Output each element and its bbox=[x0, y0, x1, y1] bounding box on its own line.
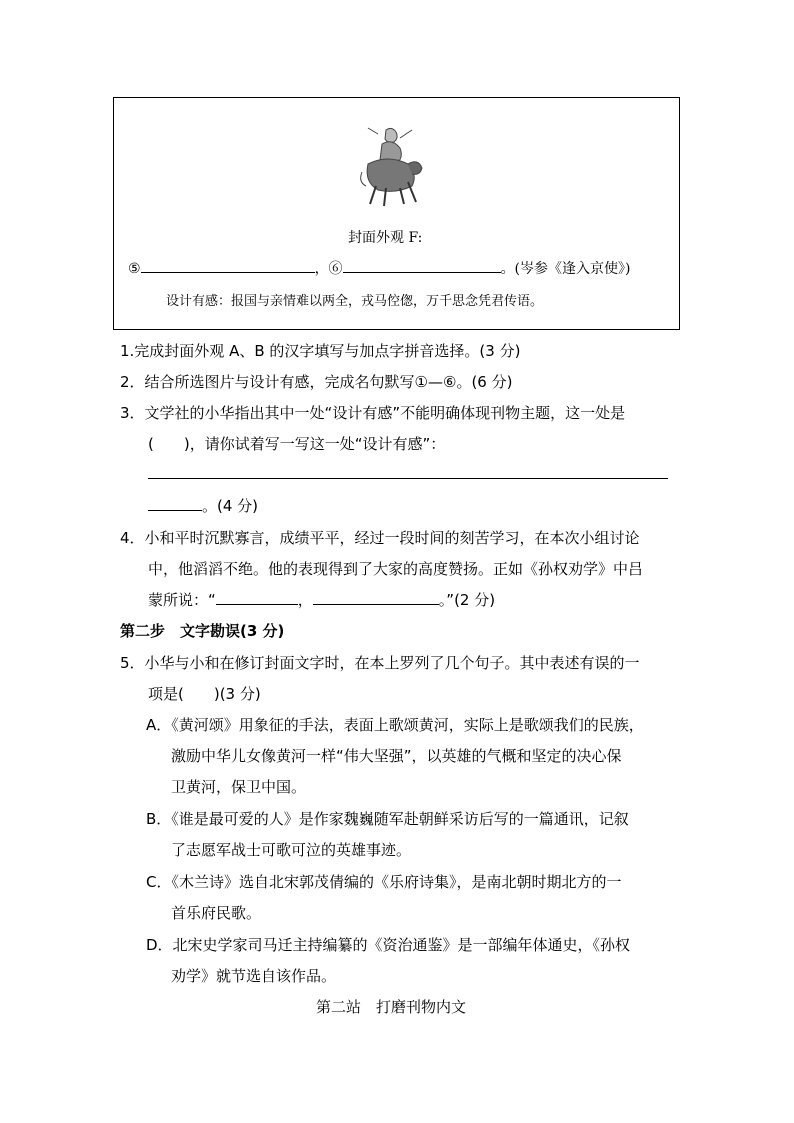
horseman-illustration bbox=[356, 124, 424, 208]
question-5-line2: 项是( )(3 分) bbox=[148, 685, 261, 703]
option-a-line1: A．《黄河颂》用象征的手法，表面上歌颂黄河，实际上是歌颂我们的民族， bbox=[146, 716, 644, 734]
question-4-line2: 中，他滔滔不绝。他的表现得到了大家的高度赞扬。正如《孙权劝学》中吕 bbox=[148, 560, 644, 578]
question-3-answer-line[interactable] bbox=[148, 478, 668, 479]
step-2-heading: 第二步 文字勘误(3 分) bbox=[120, 622, 285, 640]
option-b-line1: B．《谁是最可爱的人》是作家魏巍随军赴朝鲜采访后写的一篇通讯，记叙 bbox=[146, 810, 629, 828]
question-4-line1: 4．小和平时沉默寡言，成绩平平，经过一段时间的刻苦学习，在本次小组讨论 bbox=[120, 529, 640, 547]
option-a-line3: 卫黄河，保卫中国。 bbox=[171, 778, 307, 796]
question-4-blank-b[interactable] bbox=[313, 590, 439, 605]
question-3-end-line bbox=[148, 495, 258, 516]
question-4-comma: ， bbox=[297, 591, 313, 609]
question-4-quote-open: 蒙所说：“ bbox=[148, 591, 216, 609]
station-2-heading: 第二站 打磨刊物内文 bbox=[316, 998, 467, 1016]
question-4-quote-close: 。”(2 分) bbox=[438, 591, 496, 609]
blank-5-label: ⑤ bbox=[128, 261, 141, 277]
question-3-answer-tail[interactable] bbox=[148, 496, 202, 511]
question-3-line2: ( )，请你试着写一写这一处“设计有感”： bbox=[148, 435, 446, 453]
question-3-line1: 3．文学社的小华指出其中一处“设计有感”不能明确体现刊物主题，这一处是 bbox=[120, 404, 626, 422]
question-3-end: 。(4 分) bbox=[202, 497, 259, 515]
option-a-line2: 激励中华儿女像黄河一样“伟大坚强”，以英雄的气概和坚定的决心保 bbox=[171, 747, 622, 765]
option-c-line1: C．《木兰诗》选自北宋郭茂倩编的《乐府诗集》，是南北朝时期北方的一 bbox=[146, 873, 622, 891]
option-c-line2: 首乐府民歌。 bbox=[171, 904, 262, 922]
blank-6-label: ，⑥ bbox=[314, 261, 343, 277]
poem-source: 。(岑参《逢入京使》) bbox=[500, 261, 631, 277]
question-2: 2．结合所选图片与设计有感，完成名句默写①—⑥。(6 分) bbox=[120, 373, 513, 391]
question-4-line3 bbox=[148, 589, 495, 610]
option-d-line1: D．北宋史学家司马迁主持编纂的《资治通鉴》是一部编年体通史，《孙权 bbox=[146, 936, 631, 954]
cover-fill-line bbox=[128, 258, 631, 278]
question-1: 1.完成封面外观 A、B 的汉字填写与加点字拼音选择。(3 分) bbox=[120, 342, 521, 360]
cover-caption: 封面外观 F: bbox=[348, 230, 423, 246]
blank-5[interactable] bbox=[141, 258, 315, 273]
blank-6[interactable] bbox=[343, 258, 501, 273]
question-5-line1: 5．小华与小和在修订封面文字时，在本上罗列了几个句子。其中表述有误的一 bbox=[120, 654, 640, 672]
option-d-line2: 劝学》就节选自该作品。 bbox=[171, 967, 337, 985]
question-4-blank-a[interactable] bbox=[216, 590, 298, 605]
option-b-line2: 了志愿军战士可歌可泣的英雄事迹。 bbox=[171, 841, 412, 859]
design-note: 设计有感：报国与亲情难以两全，戎马倥偬，万千思念凭君传语。 bbox=[166, 294, 544, 309]
